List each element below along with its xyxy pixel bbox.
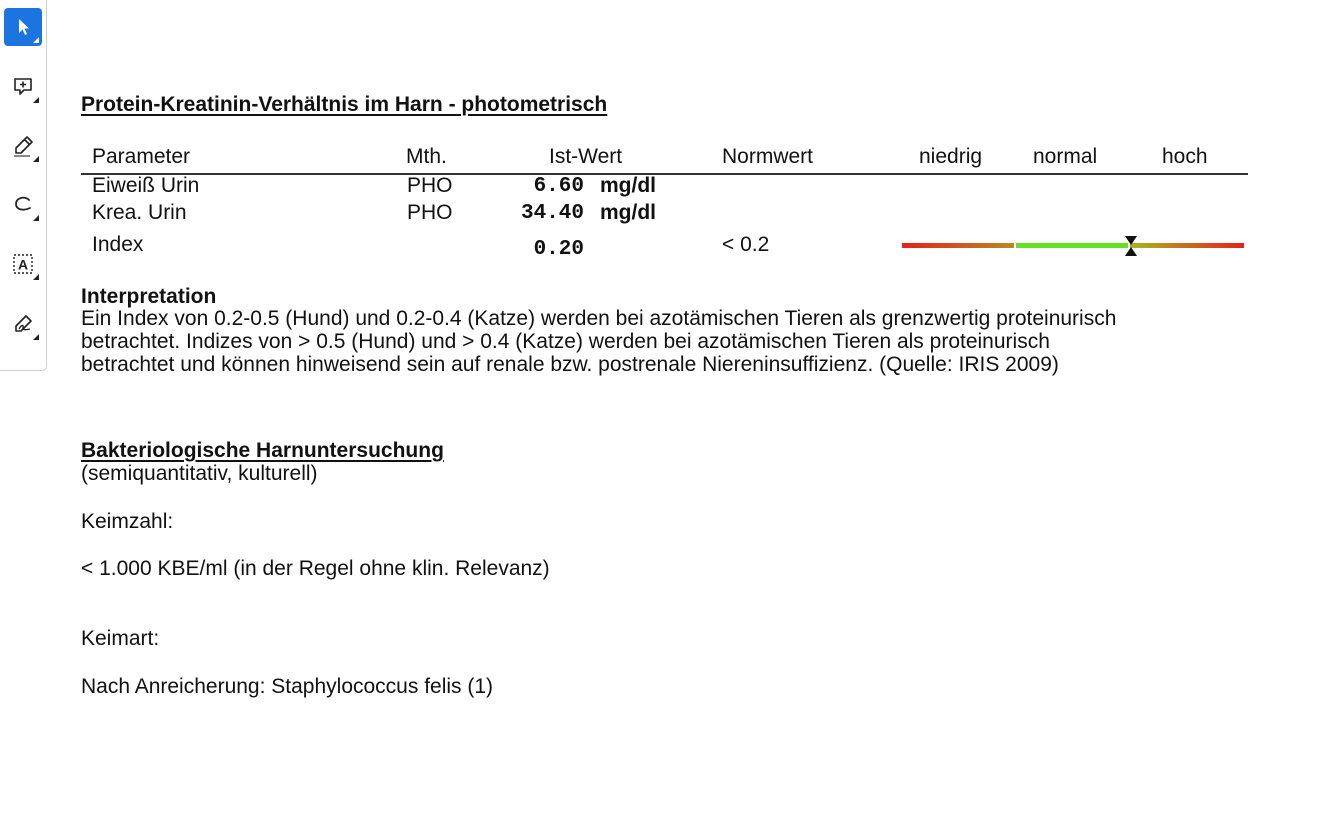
table-header-rule <box>81 173 1248 175</box>
col-header-mid: normal <box>1033 145 1098 168</box>
col-header-method: Mth. <box>406 145 447 168</box>
section-title-bacteriology: Bakteriologische Harnuntersuchung <box>81 439 444 462</box>
row-eiweiss-unit: mg/dl <box>600 174 656 197</box>
row-krea-method: PHO <box>407 201 453 224</box>
col-header-low: niedrig <box>919 145 983 168</box>
interpretation-line-3: betrachtet und können hinweisend sein auf renale bzw. postrenale Niereninsuffizienz. (Quelle: IRIS 2009) <box>81 353 1059 376</box>
row-index-parameter: Index <box>92 233 144 256</box>
range-segment-normal <box>1016 243 1128 248</box>
bacteriology-subtitle: (semiquantitativ, kulturell) <box>81 462 318 485</box>
row-eiweiss-value: 6.60 <box>533 175 584 198</box>
row-eiweiss-method: PHO <box>407 174 453 197</box>
text-box-glyph: A <box>17 256 29 273</box>
interpretation-line-2: betrachtet. Indizes von > 0.5 (Hund) und > 0.4 (Katze) werden bei azotämischen Tieren als proteinurisch <box>81 330 1050 353</box>
row-krea-value: 34.40 <box>520 202 584 225</box>
row-eiweiss-parameter: Eiweiß Urin <box>92 174 200 197</box>
col-header-normal: Normwert <box>722 145 814 168</box>
row-index-value: 0.20 <box>533 238 584 261</box>
germ-count-label: Keimzahl: <box>81 510 174 533</box>
col-header-high: hoch <box>1162 145 1208 168</box>
interpretation-heading: Interpretation <box>81 285 217 308</box>
germ-type-label: Keimart: <box>81 627 160 650</box>
germ-type-value: Nach Anreicherung: Staphylococcus felis (1) <box>81 675 494 698</box>
germ-count-value: < 1.000 KBE/ml (in der Regel ohne klin. Relevanz) <box>81 557 550 580</box>
col-header-parameter: Parameter <box>92 145 191 168</box>
row-krea-parameter: Krea. Urin <box>92 201 187 224</box>
index-range-bar <box>902 234 1244 258</box>
col-header-value: Ist-Wert <box>549 145 623 168</box>
section-title-protein-creatinine: Protein-Kreatinin-Verhältnis im Harn - photometrisch <box>81 93 608 116</box>
range-segment-low <box>902 243 1014 248</box>
row-krea-unit: mg/dl <box>600 201 656 224</box>
row-index-normal: < 0.2 <box>722 233 770 256</box>
interpretation-line-1: Ein Index von 0.2-0.5 (Hund) und 0.2-0.4 (Katze) werden bei azotämischen Tieren als grenzwertig proteinurisch <box>81 307 1117 330</box>
range-segment-high <box>1130 243 1244 248</box>
